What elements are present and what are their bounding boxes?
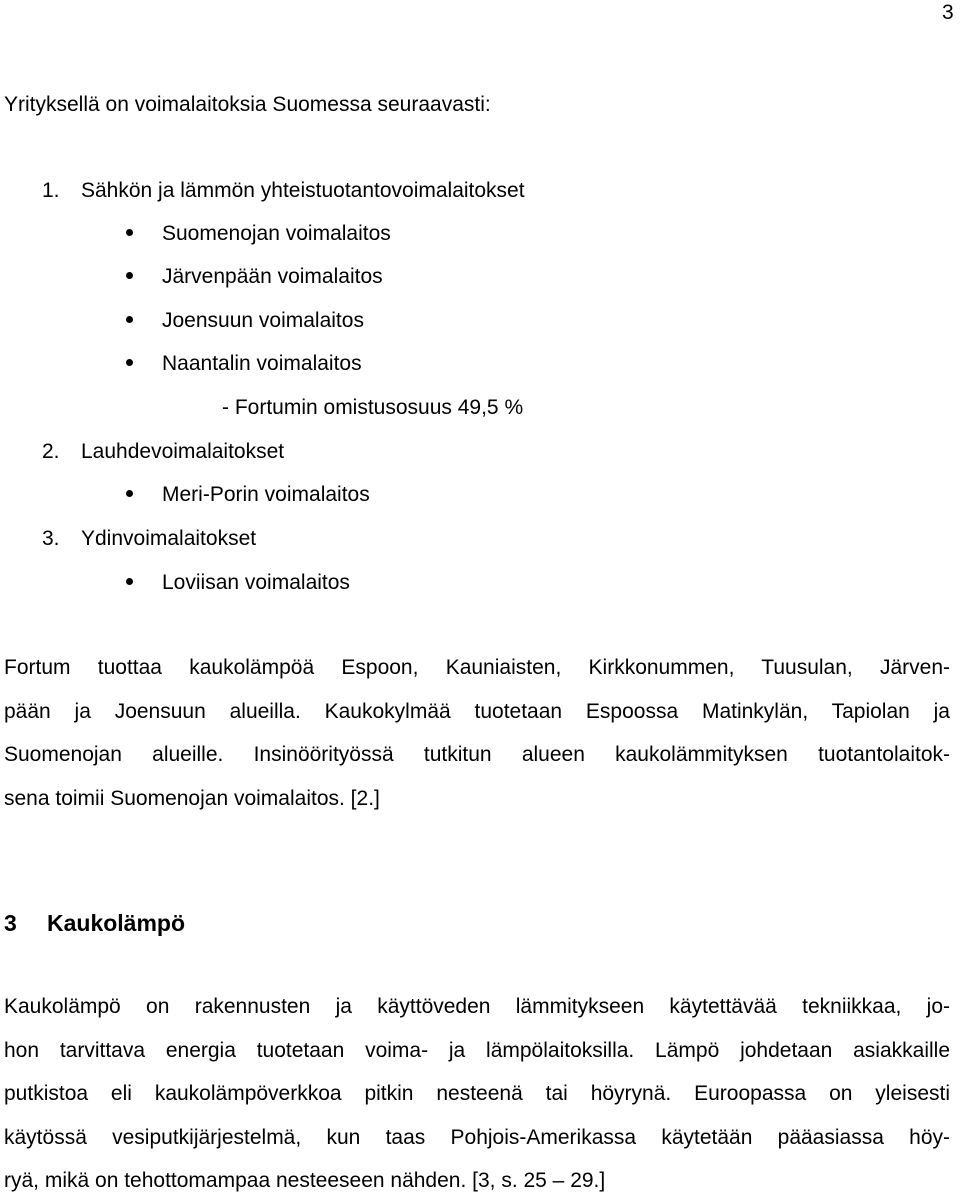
list-number-2: 2. <box>42 440 60 463</box>
bullet-icon <box>126 316 133 323</box>
intro-text: Yrityksellä on voimalaitoksia Suomessa seuraavasti: <box>4 93 491 116</box>
ownership-note: - Fortumin omistusosuus 49,5 % <box>222 396 524 419</box>
list-item: Loviisan voimalaitos <box>162 571 350 594</box>
list-item: Meri-Porin voimalaitos <box>162 483 370 506</box>
section-number: 3 <box>4 910 17 936</box>
paragraph-line: ryä, mikä on tehottomampaa nesteeseen nähden. [3, s. 25 – 29.] <box>4 1169 606 1192</box>
paragraph-line: käytössä vesiputkijärjestelmä, kun taas Pohjois-Amerikassa käytetään pääasiassa höy- <box>4 1126 950 1149</box>
paragraph-line: hon tarvittava energia tuotetaan voima- ja lämpölaitoksilla. Lämpö johdetaan asiakkaille <box>4 1039 950 1062</box>
list-item: Järvenpään voimalaitos <box>162 265 383 288</box>
section-title: Kaukolämpö <box>47 910 186 936</box>
bullet-icon <box>126 490 133 497</box>
list-title-2: Lauhdevoimalaitokset <box>81 440 285 463</box>
bullet-icon <box>126 229 133 236</box>
paragraph-line: Suomenojan alueille. Insinöörityössä tutkitun alueen kaukolämmityksen tuotantolaitok- <box>4 743 950 766</box>
paragraph-line: pään ja Joensuun alueilla. Kaukokylmää tuotetaan Espoossa Matinkylän, Tapiolan ja <box>4 700 950 723</box>
bullet-icon <box>126 578 133 585</box>
bullet-icon <box>126 359 133 366</box>
paragraph-line: Kaukolämpö on rakennusten ja käyttöveden lämmitykseen käytettävää tekniikkaa, jo- <box>4 995 950 1018</box>
list-number-1: 1. <box>42 179 60 202</box>
list-title-3: Ydinvoimalaitokset <box>81 527 257 550</box>
list-item: Naantalin voimalaitos <box>162 352 362 375</box>
list-item: Suomenojan voimalaitos <box>162 222 391 245</box>
page-number: 3 <box>942 1 954 24</box>
paragraph-line: sena toimii Suomenojan voimalaitos. [2.] <box>4 787 380 810</box>
list-title-1: Sähkön ja lämmön yhteistuotantovoimalaitokset <box>81 179 525 202</box>
paragraph-line: Fortum tuottaa kaukolämpöä Espoon, Kauniaisten, Kirkkonummen, Tuusulan, Järven- <box>4 656 950 679</box>
list-number-3: 3. <box>42 527 60 550</box>
paragraph-line: putkistoa eli kaukolämpöverkkoa pitkin nesteenä tai höyrynä. Euroopassa on yleisesti <box>4 1082 950 1105</box>
list-item: Joensuun voimalaitos <box>162 309 364 332</box>
bullet-icon <box>126 272 133 279</box>
